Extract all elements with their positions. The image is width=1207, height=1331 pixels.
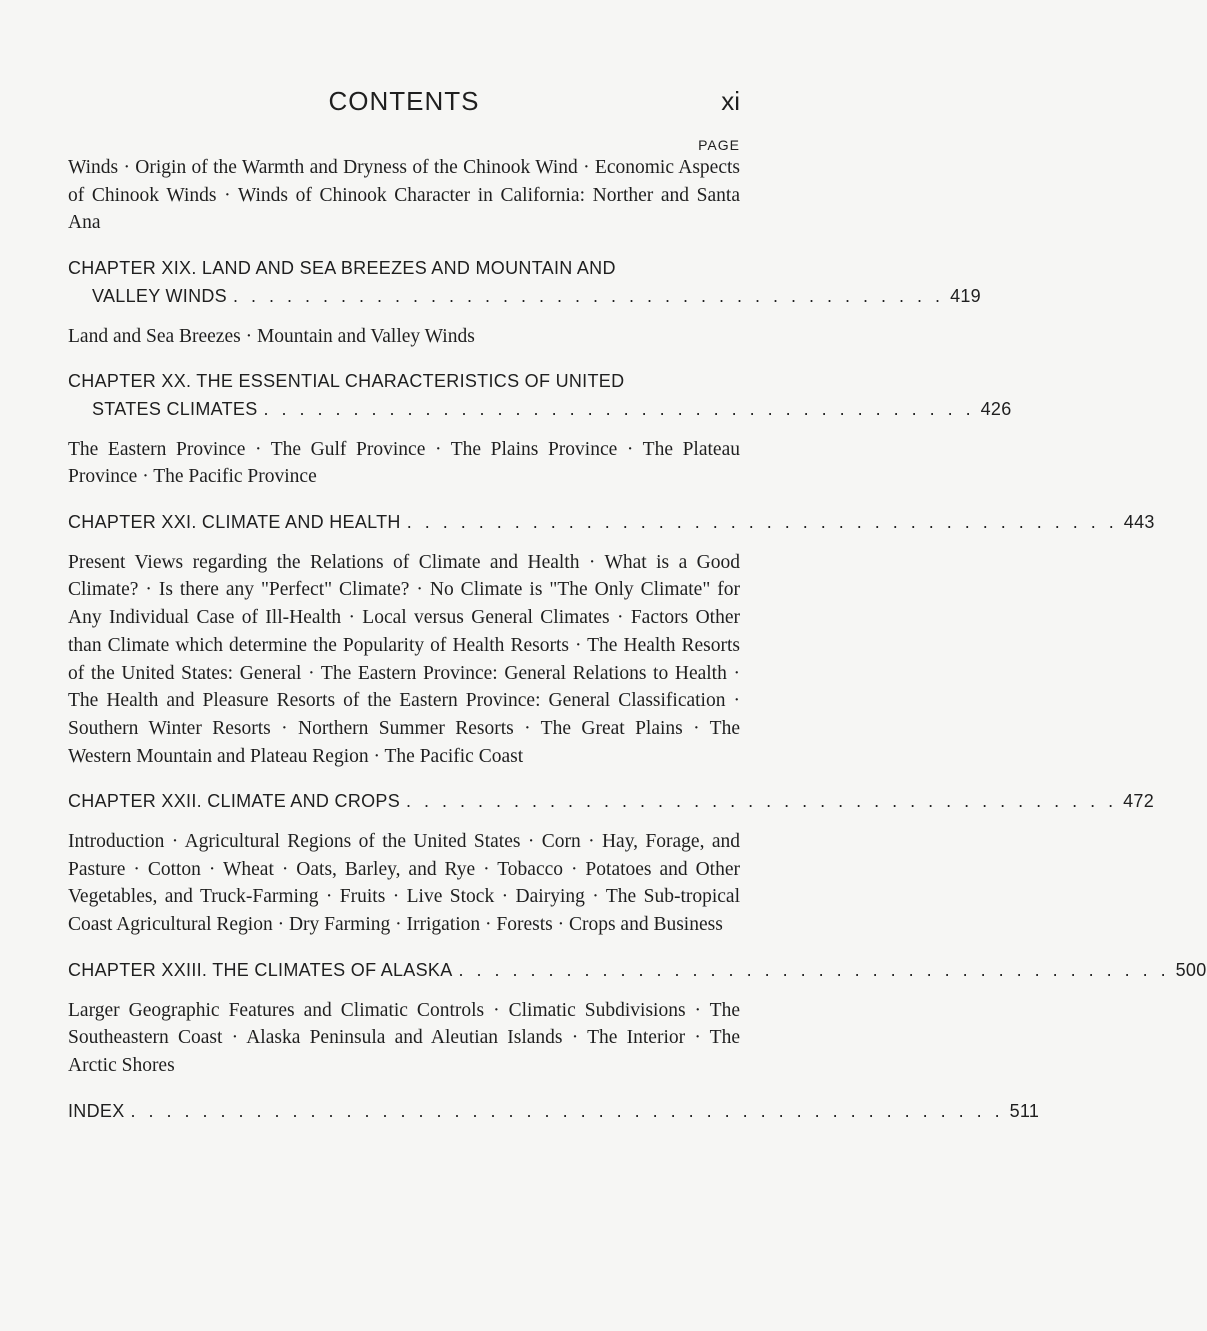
dot-leader: . . . . . . . . . . . . . . . . . . . . . . . . . . . . . . . . . . . . . . . . . . . . . . . . .	[130, 1100, 1004, 1121]
folio-number: xi	[721, 86, 740, 116]
page-title: CONTENTS	[328, 86, 480, 116]
chapter-heading-continued: VALLEY WINDS	[92, 285, 227, 306]
page-number: 511	[1009, 1100, 1040, 1121]
chapter-topics: Land and Sea Breezes · Mountain and Valley Winds	[68, 325, 475, 347]
chapter-heading: CHAPTER XX. THE ESSENTIAL CHARACTERISTICS OF UNITED	[68, 371, 625, 392]
chapter-topics: Larger Geographic Features and Climatic Controls · Climatic Subdivisions · The Southeastern Coast · Alaska Peninsula and Aleutian Islands · The Interior · The Arctic Shores	[68, 999, 740, 1076]
dot-leader: . . . . . . . . . . . . . . . . . . . . . . . . . . . . . . . . . . . . . . . .	[406, 791, 1118, 812]
chapter-heading: CHAPTER XXI. CLIMATE AND HEALTH	[68, 512, 401, 533]
page-number: 419	[950, 285, 981, 306]
continued-topics: Winds · Origin of the Warmth and Dryness of the Chinook Wind · Economic Aspects of Chinook Winds · Winds of Chinook Character in California: Norther and Santa Ana	[68, 157, 740, 234]
index-label: INDEX	[68, 1100, 125, 1121]
chapter-heading: CHAPTER XIX. LAND AND SEA BREEZES AND MOUNTAIN AND	[68, 258, 616, 279]
chapter-topics: Introduction · Agricultural Regions of the United States · Corn · Hay, Forage, and Pasture · Cotton · Wheat · Oats, Barley, and Rye · Tobacco · Potatoes and Other Vegetables, and Truck-Farming · Fruits · Live Stock · Dairying · The Sub-tropical Coast Agricultural Region · Dry Farming · Irrigation · Forests · Crops and Business	[68, 831, 740, 936]
toc-entry-chapter-xxi[interactable]	[68, 509, 1155, 537]
toc-entry-chapter-xxiii[interactable]	[68, 957, 1207, 985]
chapter-topics: Present Views regarding the Relations of Climate and Health · What is a Good Climate? · Is there any "Perfect" Climate? · No Climate is "The Only Climate" for Any Individual Case of Ill-Health · Local versus General Climates · Factors Other than Climate which determine the Popularity of Health Resorts · The Health Resorts of the United States: General · The Eastern Province: General Relations to Health · The Health and Pleasure Resorts of the Eastern Province: General Classification · Southern Winter Resorts · Northern Summer Resorts · The Great Plains · The Western Mountain and Plateau Region · The Pacific Coast	[68, 551, 740, 767]
page-number: 472	[1123, 791, 1155, 812]
running-head	[68, 86, 740, 126]
chapter-heading: CHAPTER XXII. CLIMATE AND CROPS	[68, 791, 401, 812]
contents-list	[68, 154, 1207, 1125]
page-number: 443	[1123, 512, 1155, 533]
chapter-heading-continued: STATES CLIMATES	[92, 398, 258, 419]
dot-leader: . . . . . . . . . . . . . . . . . . . . . . . . . . . . . . . . . . . . . . . .	[232, 285, 945, 306]
dot-leader: . . . . . . . . . . . . . . . . . . . . . . . . . . . . . . . . . . . . . . . .	[458, 959, 1170, 980]
dot-leader: . . . . . . . . . . . . . . . . . . . . . . . . . . . . . . . . . . . . . . . .	[406, 512, 1118, 533]
page-column-label: PAGE	[698, 137, 740, 153]
page-number: 500	[1175, 959, 1207, 980]
dot-leader: . . . . . . . . . . . . . . . . . . . . . . . . . . . . . . . . . . . . . . . .	[263, 398, 975, 419]
chapter-heading: CHAPTER XXIII. THE CLIMATES OF ALASKA	[68, 959, 453, 980]
toc-entry-index[interactable]	[68, 1098, 1040, 1126]
page-number: 426	[980, 398, 1012, 419]
chapter-topics: The Eastern Province · The Gulf Province · The Plains Province · The Plateau Province · The Pacific Province	[68, 438, 740, 488]
toc-entry-chapter-xx[interactable]	[68, 368, 1012, 423]
toc-entry-chapter-xix[interactable]	[68, 255, 981, 310]
toc-entry-chapter-xxii[interactable]	[68, 788, 1155, 816]
